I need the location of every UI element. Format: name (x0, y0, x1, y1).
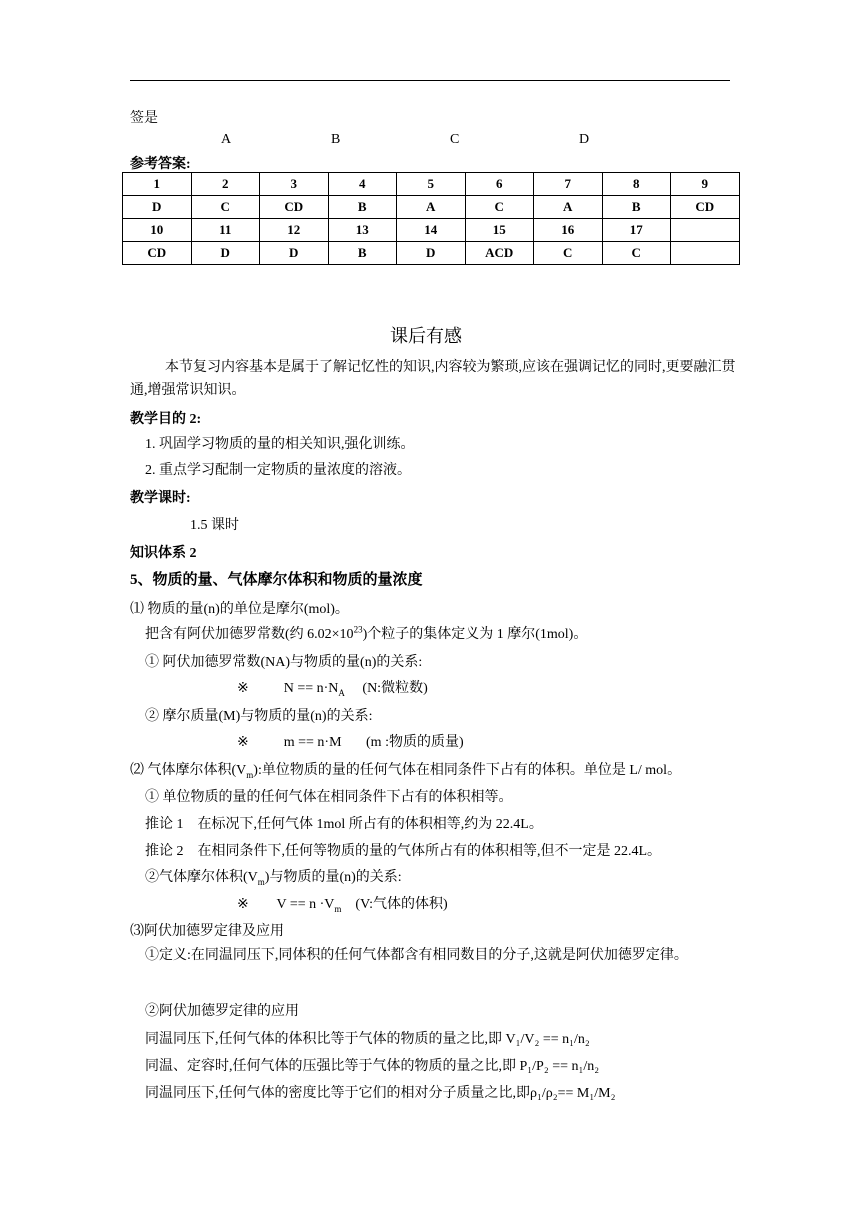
header-rule (130, 80, 730, 81)
hours-heading: 教学课时: (130, 491, 191, 506)
table-cell: ACD (465, 242, 534, 265)
table-cell: 17 (602, 219, 671, 242)
table-cell: D (260, 242, 329, 265)
table-cell: 13 (328, 219, 397, 242)
table-cell: 4 (328, 173, 397, 196)
intro-text: 签是 (130, 111, 158, 126)
line-14: ①定义:在同温同压下,同体积的任何气体都含有相同数目的分子,这就是阿伏加德罗定律。 (145, 948, 688, 963)
hours-value: 1.5 课时 (190, 518, 239, 533)
table-cell: A (397, 196, 466, 219)
table-cell: 16 (534, 219, 603, 242)
answer-table (122, 172, 740, 265)
line-12: ※ $V == n \cdot V_m$ (V:气体的体积) (237, 897, 448, 914)
table-cell: CD (671, 196, 740, 219)
table-cell: 9 (671, 173, 740, 196)
table-cell: 11 (191, 219, 260, 242)
table-cell: CD (260, 196, 329, 219)
line-11: ②气体摩尔体积$(V_m)$与物质的量(n)的关系: (145, 870, 402, 887)
table-cell: B (328, 242, 397, 265)
table-cell (671, 219, 740, 242)
system-heading: 知识体系 2 (130, 546, 197, 561)
line-10: 推论 2 在相同条件下,任何等物质的量的气体所占有的体积相等,但不一定是 22.4L。 (145, 844, 662, 859)
table-cell: 8 (602, 173, 671, 196)
table-cell: A (534, 196, 603, 219)
line-6: ※ m == n·M (m :物质的质量) (237, 735, 464, 750)
table-cell: D (191, 242, 260, 265)
option-b: B (331, 132, 341, 147)
goal-item-1: 1. 巩固学习物质的量的相关知识,强化训练。 (145, 437, 415, 452)
table-cell: 7 (534, 173, 603, 196)
line-8: ① 单位物质的量的任何气体在相同条件下占有的体积相等。 (145, 790, 513, 805)
table-row (123, 173, 740, 196)
table-row (123, 219, 740, 242)
line-3: ① 阿伏加德罗常数(NA)与物质的量(n)的关系: (145, 655, 423, 670)
option-a: A (221, 132, 232, 147)
line-9: 推论 1 在标况下,任何气体 1mol 所占有的体积相等,约为 22.4L。 (145, 817, 543, 832)
table-cell: 5 (397, 173, 466, 196)
line-17: 同温、定容时,任何气体的压强比等于气体的物质的量之比,即 P₁/P₂ == n₁/n₂ (145, 1059, 600, 1074)
table-cell: D (397, 242, 466, 265)
table-cell: D (123, 196, 192, 219)
table-cell: B (602, 196, 671, 219)
table-cell: B (328, 196, 397, 219)
table-row (123, 196, 740, 219)
table-row (123, 242, 740, 265)
line-1: ⑴ 物质的量(n)的单位是摩尔(mol)。 (130, 602, 349, 617)
line-16: 同温同压下,任何气体的体积比等于气体的物质的量之比,即 V₁/V₂ == n₁/n₂ (145, 1032, 590, 1047)
table-cell: C (191, 196, 260, 219)
table-cell: C (602, 242, 671, 265)
table-cell: C (534, 242, 603, 265)
line-4: ※ $N == n\cdot N_A$ (N:微粒数) (237, 681, 428, 698)
table-cell (671, 242, 740, 265)
table-cell: 2 (191, 173, 260, 196)
option-d: D (579, 132, 590, 147)
line-15: ②阿伏加德罗定律的应用 (145, 1004, 299, 1019)
section-title: 课后有感 (390, 326, 462, 346)
reflection-paragraph: 本节复习内容基本是属于了解记忆性的知识,内容较为繁琐,应该在强调记忆的同时,更要融汇贯通,增强常识知识。 (130, 360, 736, 398)
goal-heading: 教学目的 2: (130, 412, 202, 427)
table-cell: C (465, 196, 534, 219)
table-cell: 10 (123, 219, 192, 242)
line-2: 把含有阿伏加德罗常数(约 $6.02\times 10^{23}$)个粒子的集体定义为 1 摩尔(1mol)。 (145, 624, 588, 642)
table-cell: 15 (465, 219, 534, 242)
table-cell: 1 (123, 173, 192, 196)
answer-heading: 参考答案: (130, 157, 191, 172)
table-cell: 14 (397, 219, 466, 242)
line-7: ⑵ 气体摩尔体积$(V_m)$:单位物质的量的任何气体在相同条件下占有的体积。单位是 L/ mol。 (130, 763, 682, 780)
table-cell: 3 (260, 173, 329, 196)
line-18: 同温同压下,任何气体的密度比等于它们的相对分子质量之比,即ρ₁/ρ₂== M₁/M₂ (145, 1086, 616, 1101)
line-5: ② 摩尔质量(M)与物质的量(n)的关系: (145, 709, 373, 724)
option-c: C (450, 132, 460, 147)
chapter-heading: 5、物质的量、气体摩尔体积和物质的量浓度 (130, 572, 423, 588)
line-13: ⑶阿伏加德罗定律及应用 (130, 924, 284, 939)
goal-item-2: 2. 重点学习配制一定物质的量浓度的溶液。 (145, 463, 411, 478)
table-cell: CD (123, 242, 192, 265)
table-cell: 12 (260, 219, 329, 242)
table-cell: 6 (465, 173, 534, 196)
